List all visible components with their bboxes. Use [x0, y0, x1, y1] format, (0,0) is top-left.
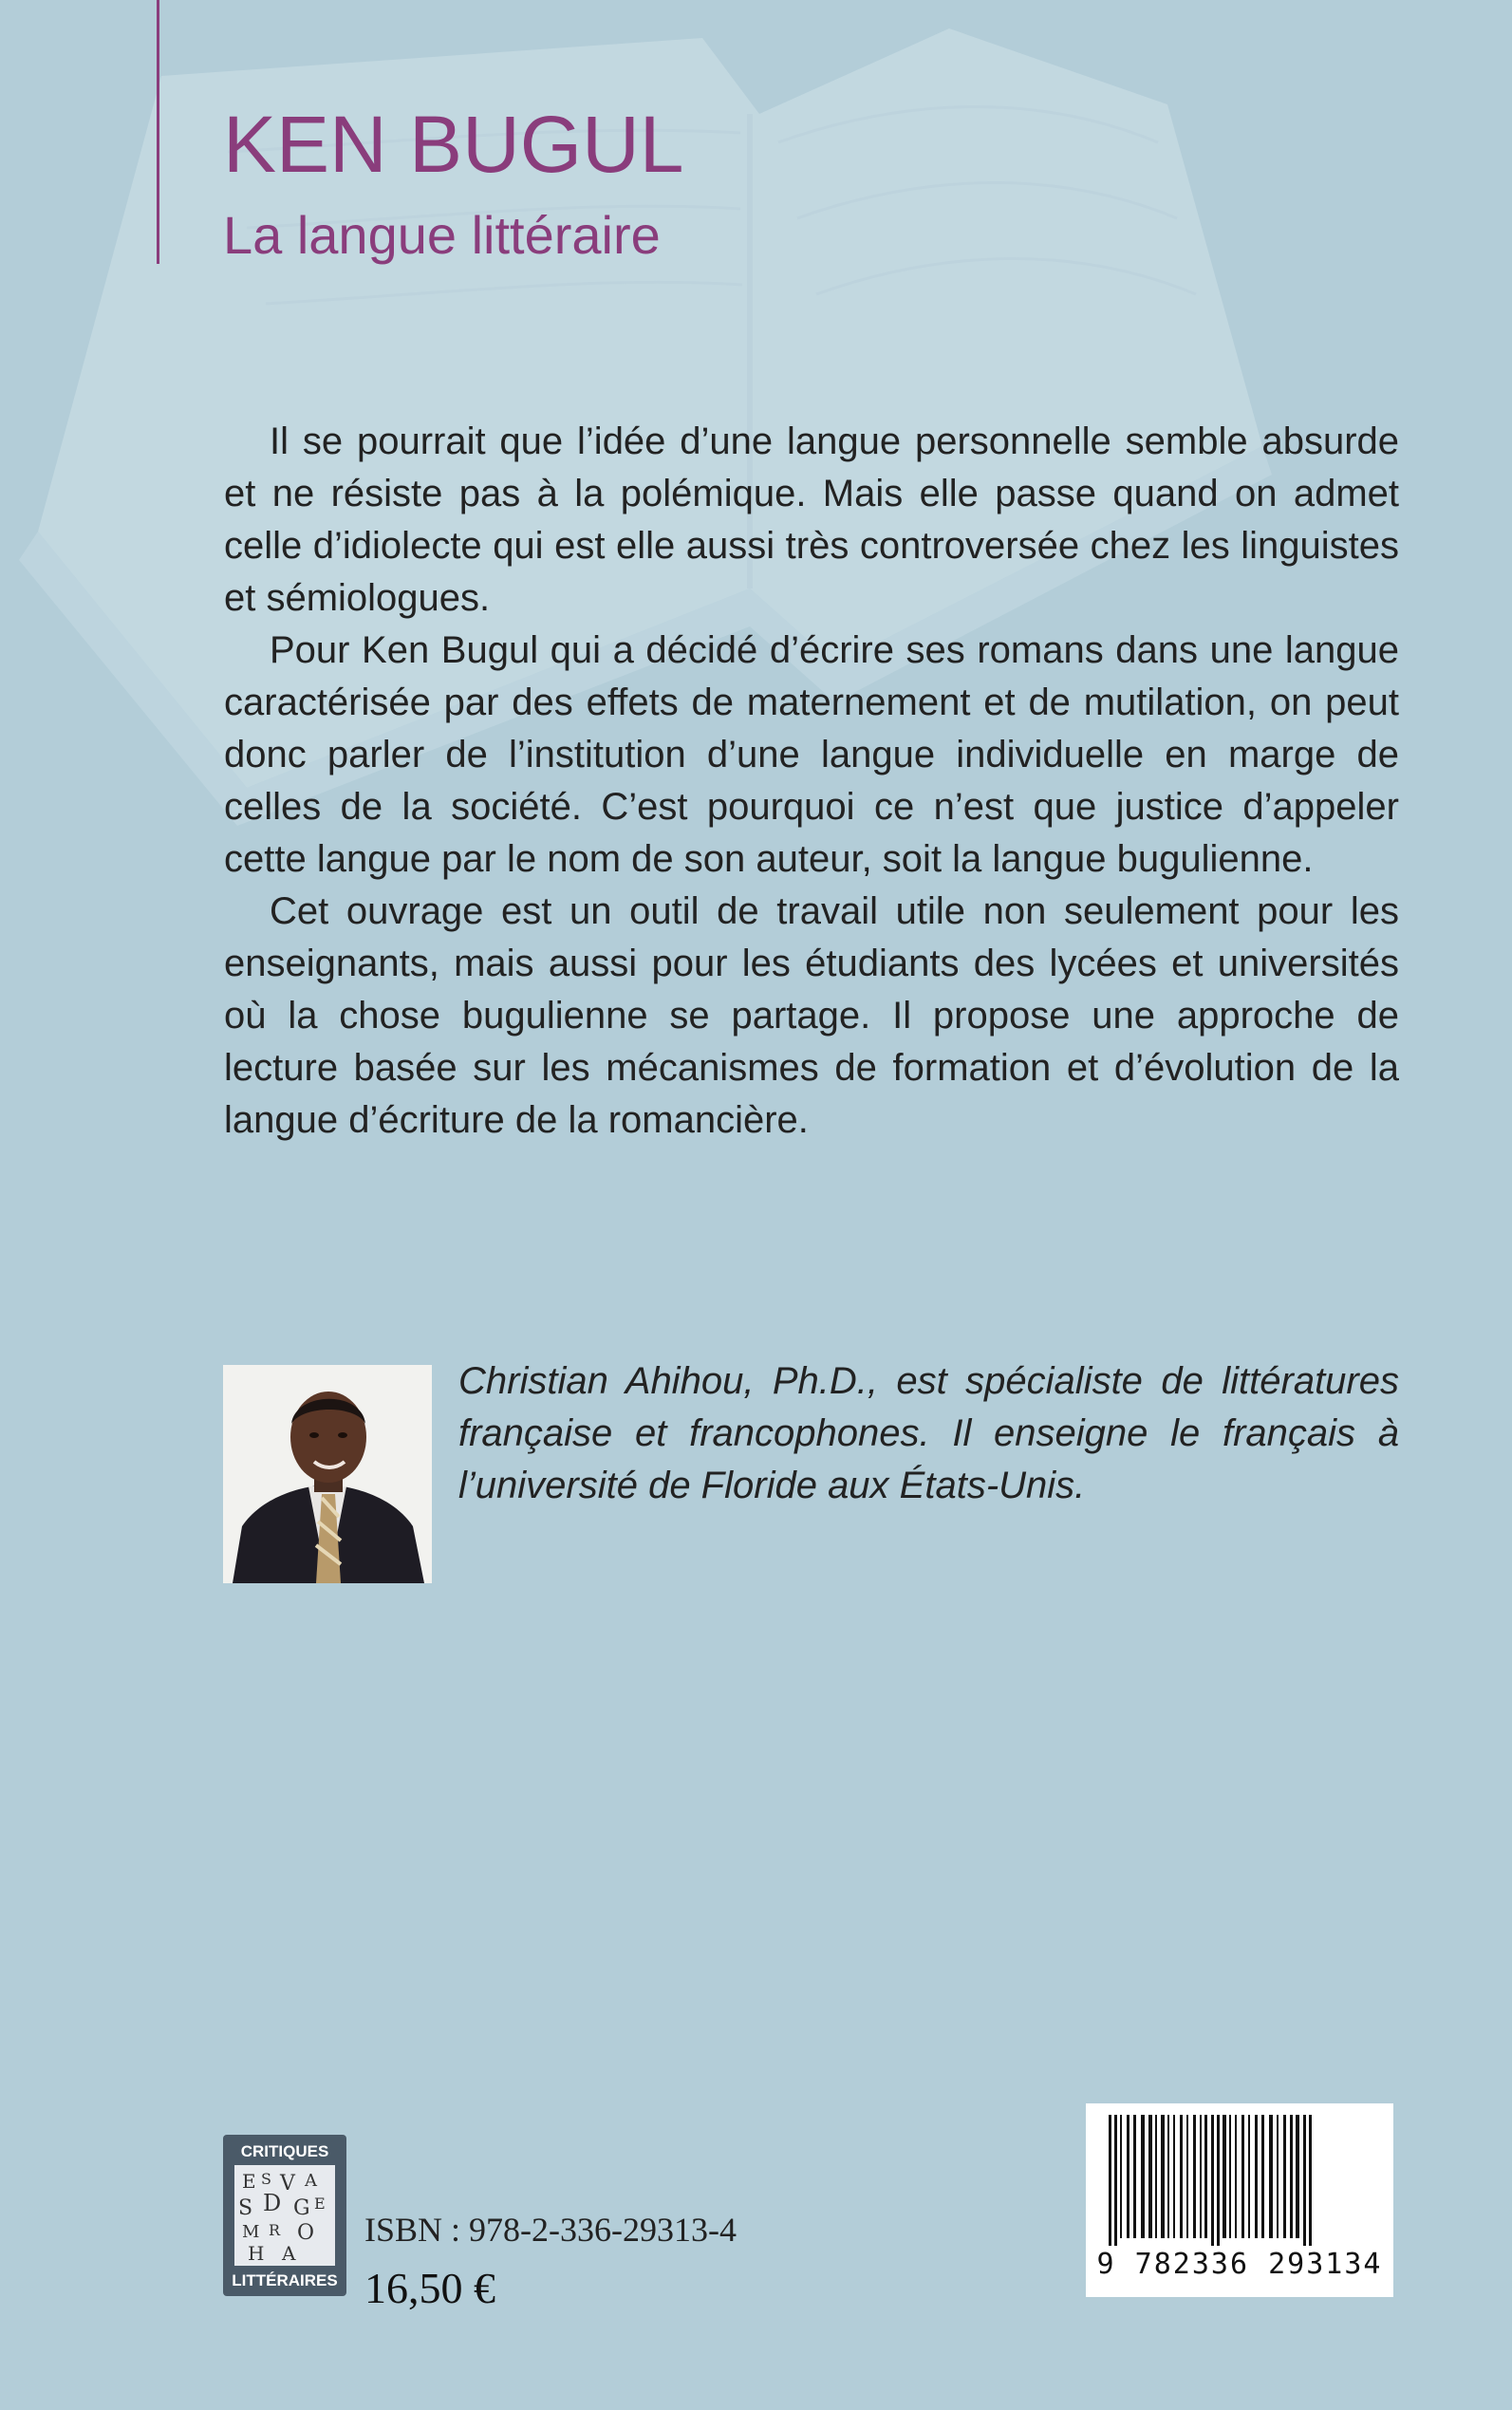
logo-letter: A: [305, 2171, 317, 2191]
barcode-bar: [1127, 2115, 1129, 2238]
barcode-bar: [1211, 2115, 1214, 2246]
logo-letter: H: [248, 2242, 265, 2265]
barcode-bar: [1217, 2115, 1220, 2246]
title-accent-line: [157, 0, 159, 264]
logo-letter: G: [293, 2196, 310, 2220]
barcode-bar: [1133, 2115, 1136, 2238]
logo-letter: E: [242, 2170, 256, 2193]
book-blurb: [224, 416, 1399, 1147]
collection-logo-top-label: CRITIQUES: [240, 2142, 329, 2160]
barcode-bar: [1269, 2115, 1273, 2238]
logo-letter: R: [269, 2221, 281, 2239]
author-bio: [458, 1355, 1399, 1512]
barcode-bar: [1193, 2115, 1196, 2238]
barcode-bar: [1186, 2115, 1188, 2238]
barcode-bars: [1086, 2103, 1393, 2246]
barcode-bar: [1290, 2115, 1293, 2238]
barcode-bar: [1173, 2115, 1175, 2238]
barcode-bar: [1120, 2115, 1122, 2238]
blurb-paragraph: Pour Ken Bugul qui a décidé d’écrire ses romans dans une langue caractérisée par des effets de maternement et de mutilation, on peut donc parler de l’institution d’une langue individuelle en marge de celles de la société. C’est pourquoi ce n’est que justice d’appeler cette langue par le nom de son auteur, soit la langue bugulienne.: [224, 629, 1399, 880]
barcode-bar: [1204, 2115, 1207, 2238]
barcode-bar: [1141, 2115, 1145, 2238]
barcode-bar: [1148, 2115, 1152, 2238]
logo-letter: S: [261, 2170, 271, 2188]
logo-letter: S: [238, 2196, 253, 2220]
barcode-digits: 9 782336 293134: [1096, 2248, 1383, 2281]
barcode: [1086, 2103, 1393, 2297]
logo-letter: V: [280, 2172, 295, 2195]
barcode-bar: [1161, 2115, 1165, 2238]
logo-letter: D: [263, 2190, 282, 2216]
collection-logo-bottom-label: LITTÉRAIRES: [232, 2271, 338, 2289]
barcode-bar: [1235, 2115, 1237, 2238]
barcode-bar: [1114, 2115, 1117, 2246]
barcode-bar: [1255, 2115, 1258, 2238]
author-description: , Ph.D., est spécialiste de littératures française et francophones. Il enseigne le français à l’université de Floride aux États-Unis.: [458, 1360, 1399, 1506]
book-subtitle: La langue littéraire: [223, 205, 661, 265]
blurb-paragraph: Il se pourrait que l’idée d’une langue personnelle semble absurde et ne résiste pas à la polémique. Mais elle passe quand on admet celle d’idiolecte qui est elle aussi très controversée chez les linguistes et sémiologues.: [224, 420, 1399, 619]
barcode-bar: [1296, 2115, 1299, 2238]
blurb-paragraph: Cet ouvrage est un outil de travail utile non seulement pour les enseignants, mais aussi pour les étudiants des lycées et universités où la chose bugulienne se partage. Il propose une approche de lecture basée sur les mécanismes de formation et d’évolution de la langue d’écriture de la romancière.: [224, 890, 1399, 1141]
barcode-bar: [1248, 2115, 1250, 2238]
barcode-bar: [1309, 2115, 1312, 2246]
barcode-bar: [1277, 2115, 1279, 2238]
barcode-bar: [1167, 2115, 1169, 2238]
isbn-text: ISBN : 978-2-336-29313-4: [364, 2211, 737, 2249]
barcode-bar: [1155, 2115, 1157, 2238]
book-title: KEN BUGUL: [223, 100, 684, 189]
barcode-bar: [1241, 2115, 1244, 2238]
barcode-bar: [1229, 2115, 1231, 2238]
barcode-bar: [1283, 2115, 1286, 2238]
author-name: Christian Ahihou: [458, 1360, 744, 1402]
logo-letter: A: [282, 2242, 296, 2265]
barcode-bar: [1200, 2115, 1202, 2238]
author-photo: [223, 1365, 432, 1583]
collection-logo: [223, 2135, 346, 2296]
price-text: 16,50 €: [364, 2264, 495, 2312]
barcode-bar: [1261, 2115, 1264, 2238]
barcode-bar: [1303, 2115, 1306, 2246]
logo-letter: E: [314, 2195, 326, 2213]
barcode-bar: [1223, 2115, 1226, 2238]
barcode-bar: [1180, 2115, 1183, 2238]
author-portrait-image: [223, 1365, 432, 1583]
collection-logo-letters-graphic: [234, 2165, 335, 2266]
barcode-bar: [1109, 2115, 1111, 2246]
logo-letter: O: [297, 2221, 315, 2245]
logo-letter: M: [242, 2222, 260, 2242]
